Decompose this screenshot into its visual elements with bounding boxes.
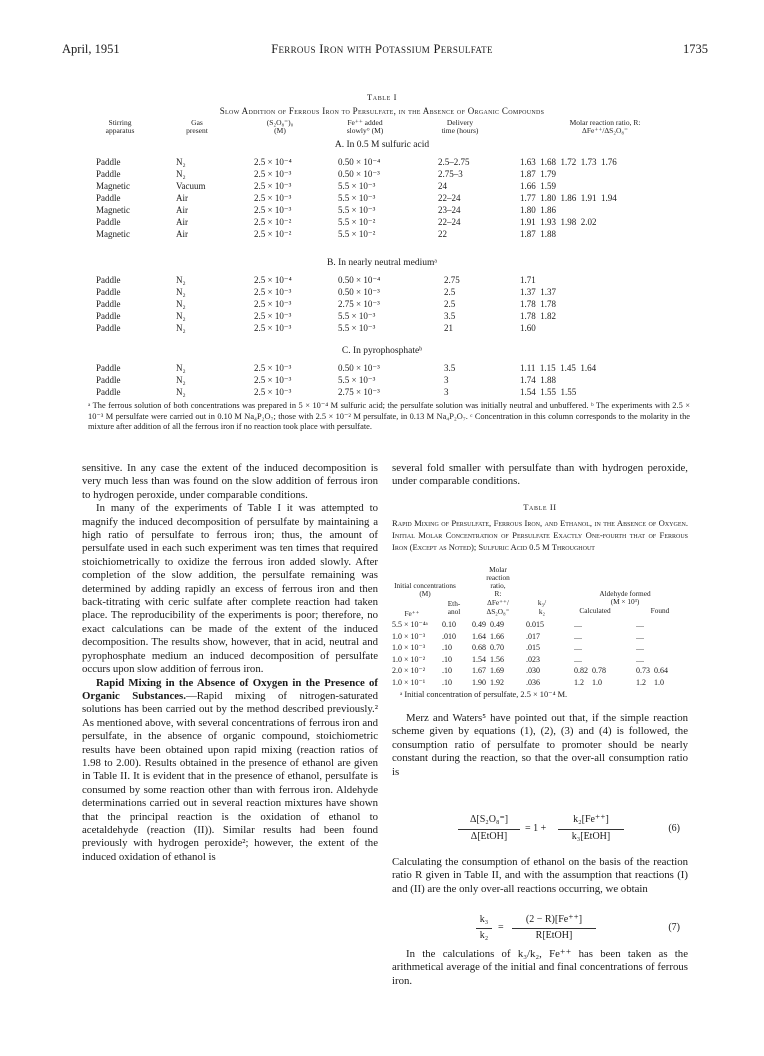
cell: .010 <box>442 631 456 641</box>
cell: 1.90 1.92 <box>472 677 504 687</box>
cell: 1.0 × 10⁻³ <box>392 631 426 641</box>
cell: Paddle <box>96 387 121 397</box>
cell: 1.80 1.86 <box>520 205 556 215</box>
cell: 2.5 × 10⁻³ <box>254 299 292 309</box>
cell: 1.87 1.79 <box>520 169 556 179</box>
cell: 2.5 × 10⁻² <box>254 217 292 227</box>
cell: 2.75 <box>444 275 460 285</box>
cell: 5.5 × 10⁻³ <box>338 193 376 203</box>
cell: .... <box>636 654 644 664</box>
cell: Paddle <box>96 193 121 203</box>
cell: 0.50 × 10⁻³ <box>338 169 380 179</box>
eq6-rhs-denominator: k₃[EtOH] <box>571 831 611 842</box>
cell: Paddle <box>96 299 121 309</box>
cell: 5.5 × 10⁻³ <box>338 375 376 385</box>
cell: 1.67 1.69 <box>472 666 504 675</box>
cell: 0.50 × 10⁻⁴ <box>338 157 381 167</box>
cell: .... <box>574 620 582 629</box>
right-column-p1 <box>392 462 688 489</box>
t1-col-stirring-2: apparatus <box>105 126 135 135</box>
cell: 1.91 1.93 1.98 2.02 <box>520 217 597 227</box>
cell: 2.5 × 10⁻³ <box>254 205 292 215</box>
right-column-p4 <box>392 948 688 988</box>
cell: .10 <box>442 654 452 664</box>
cell: .015 <box>526 643 540 652</box>
cell: Paddle <box>96 323 121 333</box>
paragraph: Merz and Waters⁵ have pointed out that, if the simple reaction scheme given by equations (1), (2), (3) and (4) is followed, the consumption ratio of persulfate to promoter should be nearly constant during the reaction, so that the over-all consumption ratio is <box>392 712 688 778</box>
t1-section-c-title: C. In pyrophosphateᵇ <box>341 346 423 356</box>
eq7-rhs-denominator: R[EtOH] <box>535 930 573 941</box>
cell: Air <box>176 217 188 227</box>
t1-section-b-title: B. In nearly neutral mediumᵃ <box>327 258 437 268</box>
table-row <box>0 168 764 180</box>
cell: 2.5 × 10⁻³ <box>254 323 292 333</box>
cell: 1.63 1.68 1.72 1.73 1.76 <box>520 157 617 167</box>
table-row <box>0 228 764 240</box>
t2-col-k2: k₂ <box>538 607 546 616</box>
cell: 3.5 <box>444 311 456 321</box>
eq7-rhs-prefix: = <box>498 922 504 933</box>
paragraph: several fold smaller with persulfate than with hydrogen peroxide, under comparable conditions. <box>392 462 688 488</box>
t2-col-molar4: R: <box>494 589 502 598</box>
cell: 5.5 × 10⁻³ <box>338 181 376 191</box>
t2-col-molar5: ΔFe⁺⁺/ <box>487 598 509 607</box>
right-column-p2 <box>392 712 688 779</box>
t1-col-fe-added-2: slowly° (M) <box>346 126 384 135</box>
t1-col-s2o8-2: (M) <box>274 126 286 135</box>
table-row <box>0 286 764 298</box>
cell: 0.73 0.64 <box>636 666 668 675</box>
cell: 2.5 × 10⁻⁴ <box>254 157 292 167</box>
cell: 1.64 1.66 <box>472 631 504 641</box>
table1-footnote: ᵃ The ferrous solution of both concentrations was prepared in 5 × 10⁻⁴ M sulfuric acid; the persulfate solution was initially neutral and unbuffered. ᵇ The experiments with 2.5 × 10⁻³ M persulfate were carried out in 0.10 M Na₄P₂O₇; those with 2.5 × 10⁻² M persulfate, in 0.13 M Na₄P₂O₇. ᶜ Concentration in this column corresponds to the molarity in the mixture after addition of all the ferrous iron if no reaction took place with persulfate. <box>88 401 690 431</box>
cell: 1.78 1.78 <box>520 299 556 309</box>
t1-col-gas: Gas <box>191 118 203 127</box>
cell: 5.5 × 10⁻³ <box>338 205 376 215</box>
running-header-date: April, 1951 <box>62 42 120 56</box>
cell: .... <box>636 643 644 652</box>
cell: 5.5 × 10⁻² <box>338 217 376 227</box>
paragraph-text: —Rapid mixing of nitrogen-saturated solutions has been carried out by the method described previously.² As mentioned above, with several concentrations of ferrous iron and persulfate, in the absence of organic compound, stoichiometric results have been obtained upon rapid mixing (reaction ratios of 1.98 to 2.00). Results obtained in the presence of ethanol are given in Table II. It is evident that in the presence of ethanol, persulfate is consumed by some reaction other than with ferrous iron. Aldehyde determinations carried out in several reaction mixtures have shown that the principal reaction is the oxidation of ethanol to acetaldehyde (reaction (II)). Similar results had been found previously with hydrogen peroxide²; however, the extent of the induced oxidation of ethanol is <box>82 689 378 863</box>
eq7-label: (7) <box>668 922 680 933</box>
cell: 2.5 × 10⁻³ <box>254 181 292 191</box>
paragraph: In the calculations of k₃/k₂, Fe⁺⁺ has been taken as the arithmetical average of the initial and final concentrations of ferrous iron. <box>392 948 688 987</box>
table2-caption: Rapid Mixing of Persulfate, Ferrous Iron, and Ethanol, in the Absence of Oxygen. Initial Molar Concentration of Persulfate Exactly One-fourth that of Ferrous Iron (Except as Noted); Sulfuric Acid 0.5 M Throughout <box>392 518 688 553</box>
cell: 3.5 <box>444 363 456 373</box>
cell: .... <box>574 654 582 664</box>
cell: 2.75 × 10⁻³ <box>338 387 380 397</box>
cell: .... <box>574 643 582 652</box>
table1-caption: Slow Addition of Ferrous Iron to Persulfate, in the Absence of Organic Compounds <box>219 106 545 116</box>
eq7-numerator: k₃ <box>479 914 489 925</box>
cell: .036 <box>526 677 540 687</box>
cell: .030 <box>526 666 540 675</box>
cell: 1.0 × 10⁻³ <box>392 643 426 652</box>
cell: .... <box>574 631 582 641</box>
table-row <box>0 310 764 322</box>
table1-label: Table I <box>366 92 397 102</box>
t1-col-stirring: Stirring <box>108 118 132 127</box>
cell: Air <box>176 193 188 203</box>
paragraph: Calculating the consumption of ethanol on the basis of the reaction ratio R given in Table II, and with the assumption that reactions (I) and (II) are the only over-all reactions occurring, we obtain <box>392 856 688 895</box>
cell: 1.66 1.59 <box>520 181 556 191</box>
t2-col-found: Found <box>650 606 670 615</box>
cell: 1.74 1.88 <box>520 375 556 385</box>
table-row <box>392 654 688 666</box>
eq7-fraction-bar <box>476 928 492 929</box>
cell: 1.0 × 10⁻¹ <box>392 677 426 687</box>
table-row <box>0 216 764 228</box>
cell: .023 <box>526 654 540 664</box>
t2-col-fe: Fe⁺⁺ <box>404 609 420 618</box>
t2-col-molar6: ΔS₂O₈⁼ <box>486 607 510 616</box>
cell: Magnetic <box>96 181 130 191</box>
cell: N₂ <box>176 375 186 385</box>
cell: 1.2 1.0 <box>636 677 664 687</box>
cell: 0.68 0.70 <box>472 643 504 652</box>
eq6-rhs-prefix: = 1 + <box>525 823 547 834</box>
t2-col-ald2: (M × 10³) <box>610 597 640 606</box>
cell: Paddle <box>96 375 121 385</box>
cell: 22–24 <box>438 217 461 227</box>
cell: N₂ <box>176 323 186 333</box>
t1-col-delivery-2: time (hours) <box>441 126 479 135</box>
cell: Air <box>176 229 188 239</box>
cell: 2.5 × 10⁻³ <box>254 169 292 179</box>
equation-7 <box>392 912 688 946</box>
table2-label: Table II <box>523 502 557 512</box>
cell: 2.5 <box>444 287 456 297</box>
cell: 1.0 × 10⁻² <box>392 654 426 664</box>
eq7-rhs-numerator: (2 − R)[Fe⁺⁺] <box>525 914 583 925</box>
cell: 1.71 <box>520 275 536 285</box>
left-column <box>82 462 378 864</box>
eq6-rhs-bar <box>558 829 624 830</box>
t2-col-molar3: ratio, <box>490 581 506 590</box>
cell: 0.10 <box>442 620 456 629</box>
cell: N₂ <box>176 363 186 373</box>
cell: 3 <box>444 375 449 385</box>
cell: 22 <box>438 229 447 239</box>
cell: Paddle <box>96 311 121 321</box>
cell: .10 <box>442 643 452 652</box>
table-row <box>392 665 688 677</box>
cell: 2.75 × 10⁻³ <box>338 299 380 309</box>
equation-6 <box>392 812 688 848</box>
t2-col-calc: Calculated <box>579 606 611 615</box>
running-header-title: Ferrous Iron with Potassium Persulfate <box>271 42 493 56</box>
table2-footnote: ᵃ Initial concentration of persulfate, 2.5 × 10⁻⁴ M. <box>400 690 568 699</box>
page-number: 1735 <box>683 42 708 56</box>
cell: 1.54 1.56 <box>472 654 504 664</box>
cell: 2.5 × 10⁻³ <box>254 193 292 203</box>
cell: 5.5 × 10⁻⁴ᵃ <box>392 620 428 629</box>
cell: 0.50 × 10⁻³ <box>338 363 380 373</box>
cell: 2.5 × 10⁻² <box>254 229 292 239</box>
t2-col-init: Initial concentrations <box>394 581 456 590</box>
cell: 2.5 × 10⁻³ <box>254 375 292 385</box>
eq6-label: (6) <box>668 823 680 834</box>
cell: 2.0 × 10⁻² <box>392 666 426 675</box>
table-row <box>392 677 688 689</box>
cell: Paddle <box>96 275 121 285</box>
cell: 0.015 <box>526 620 544 629</box>
cell: 2.5 × 10⁻³ <box>254 363 292 373</box>
t2-col-molar2: reaction <box>486 573 510 582</box>
cell: 1.78 1.82 <box>520 311 556 321</box>
t2-col-eth1: Eth- <box>447 599 461 608</box>
cell: 0.50 × 10⁻⁴ <box>338 275 381 285</box>
table1-header <box>0 119 764 139</box>
table-row <box>0 298 764 310</box>
t2-col-eth2: anol <box>447 607 461 616</box>
cell: .... <box>636 620 644 629</box>
cell: 0.49 0.49 <box>472 620 504 629</box>
cell: 3 <box>444 387 449 397</box>
right-column-p3 <box>392 856 688 896</box>
cell: N₂ <box>176 157 186 167</box>
cell: N₂ <box>176 299 186 309</box>
cell: Vacuum <box>176 181 206 191</box>
eq7-rhs-bar <box>512 928 596 929</box>
cell: Air <box>176 205 188 215</box>
cell: 2.5 × 10⁻⁴ <box>254 275 292 285</box>
table-row <box>0 180 764 192</box>
cell: .017 <box>526 631 540 641</box>
eq6-fraction-bar <box>458 829 520 830</box>
cell: N₂ <box>176 287 186 297</box>
t1-col-fe-added: Fe⁺⁺ added <box>347 118 383 127</box>
cell: Paddle <box>96 169 121 179</box>
paragraph: In many of the experiments of Table I it was attempted to magnify the induced decomposition of persulfate by maintaining a high ratio of persulfate to ferrous iron; thus, the amount of persulfate used in each such experiment was ten times that required stoichiometrically to oxidize the ferrous iron added slowly. After completion of the slow addition, the persulfate remaining was determined by adding rapidly an excess of ferrous iron and then back-titrating with ceric sulfate after complete reaction had taken place. The reproducibility of the experiments is poor; therefore, no exact calculations can be made of the extent of the induced decomposition. The results show, however, that in acid, neutral and pyrophosphate medium an induced decomposition of persulfate occurs upon slow addition of ferrous iron. <box>82 502 378 676</box>
table-row <box>0 374 764 386</box>
eq6-numerator: Δ[S₂O₈⁼] <box>469 814 509 825</box>
cell: 21 <box>444 323 453 333</box>
cell: 1.37 1.37 <box>520 287 556 297</box>
cell: 24 <box>438 181 447 191</box>
table-row <box>0 204 764 216</box>
cell: 5.5 × 10⁻² <box>338 229 376 239</box>
section-heading: Rapid Mixing in the Absence of Oxygen in the Presence of Organic Substances. <box>82 676 378 702</box>
eq7-denominator: k₂ <box>479 930 489 941</box>
t1-col-ratio-2: ΔFe⁺⁺/ΔS₂O₈⁼ <box>582 126 628 135</box>
table2-header <box>392 566 688 616</box>
table-row <box>0 156 764 168</box>
table-row <box>0 274 764 286</box>
cell: 2.5 × 10⁻³ <box>254 287 292 297</box>
t1-section-a-title: A. In 0.5 M sulfuric acid <box>334 140 430 150</box>
cell: 1.2 1.0 <box>574 677 602 687</box>
cell: 2.75–3 <box>438 169 463 179</box>
t1-col-s2o8: (S₂O₈⁼)₀ <box>266 118 294 127</box>
cell: N₂ <box>176 387 186 397</box>
table-row <box>0 322 764 334</box>
cell: 5.5 × 10⁻³ <box>338 311 376 321</box>
table-row <box>392 619 688 631</box>
cell: N₂ <box>176 311 186 321</box>
cell: Magnetic <box>96 205 130 215</box>
t2-col-init-unit: (M) <box>419 589 431 598</box>
table-row <box>0 386 764 398</box>
table-row <box>0 362 764 374</box>
cell: 23–24 <box>438 205 461 215</box>
t2-col-k1: k₃/ <box>537 598 547 607</box>
cell: 1.60 <box>520 323 536 333</box>
cell: N₂ <box>176 169 186 179</box>
cell: Magnetic <box>96 229 130 239</box>
cell: .10 <box>442 677 452 687</box>
eq6-denominator: Δ[EtOH] <box>470 831 508 842</box>
cell: Paddle <box>96 157 121 167</box>
cell: 1.11 1.15 1.45 1.64 <box>520 363 597 373</box>
cell: 2.5 × 10⁻³ <box>254 387 292 397</box>
t1-col-delivery: Delivery <box>446 118 474 127</box>
t2-col-molar1: Molar <box>489 565 507 574</box>
eq6-rhs-numerator: k₂[Fe⁺⁺] <box>573 814 609 825</box>
table-row <box>392 642 688 654</box>
cell: Paddle <box>96 217 121 227</box>
paragraph <box>82 677 378 865</box>
t1-col-ratio: Molar reaction ratio, R: <box>569 118 641 127</box>
cell: Paddle <box>96 287 121 297</box>
cell: 2.5–2.75 <box>438 157 470 167</box>
cell: .10 <box>442 666 452 675</box>
cell: 0.50 × 10⁻³ <box>338 287 380 297</box>
cell: .... <box>636 631 644 641</box>
cell: 1.87 1.88 <box>520 229 556 239</box>
cell: 22–24 <box>438 193 461 203</box>
cell: 0.82 0.78 <box>574 666 606 675</box>
table-row <box>0 192 764 204</box>
t1-col-gas-2: present <box>186 126 208 135</box>
cell: 5.5 × 10⁻³ <box>338 323 376 333</box>
t2-col-ald1: Aldehyde formed <box>599 589 651 598</box>
cell: N₂ <box>176 275 186 285</box>
cell: 1.77 1.80 1.86 1.91 1.94 <box>520 193 617 203</box>
paragraph: sensitive. In any case the extent of the induced decomposition is very much less than was found on the slow addition of ferrous iron to hydrogen peroxide, under comparable conditions. <box>82 462 378 501</box>
cell: 1.54 1.55 1.55 <box>520 387 577 397</box>
cell: 2.5 <box>444 299 456 309</box>
table-row <box>392 631 688 643</box>
cell: 2.5 × 10⁻³ <box>254 311 292 321</box>
cell: Paddle <box>96 363 121 373</box>
